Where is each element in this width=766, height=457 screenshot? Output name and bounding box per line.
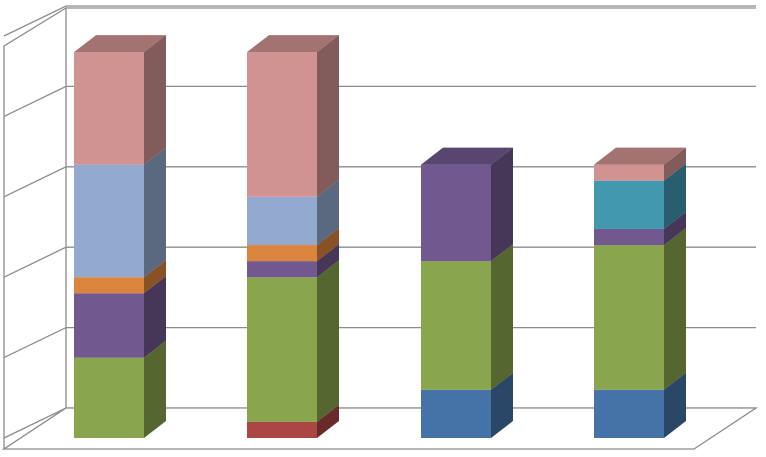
bar-segment-1-series-6 [74,165,144,278]
bar-segment-4-series-8 [594,165,664,181]
bar-side-3-series-4 [491,148,513,261]
bar-side-1-series-3 [144,341,166,438]
bar-segment-3-series-3 [421,261,491,390]
bar-segment-4-series-7 [594,181,664,229]
bar-segment-2-series-8 [247,52,317,197]
bar-segment-2-series-2 [247,422,317,438]
gridline [4,6,756,36]
bar-segment-1-series-5 [74,277,144,293]
bar-segment-2-series-4 [247,261,317,277]
bar-side-2-series-8 [317,35,339,197]
bar-segment-4-series-4 [594,229,664,245]
bar-side-3-series-3 [491,244,513,390]
side-wall [4,8,66,449]
bar-segment-2-series-3 [247,277,317,422]
bar-side-4-series-3 [664,228,686,390]
bar-segment-3-series-4 [421,165,491,261]
bar-side-2-series-3 [317,260,339,422]
bar-segment-2-series-6 [247,197,317,245]
bar-segment-4-series-3 [594,245,664,390]
bar-segment-4-series-1 [594,390,664,438]
bar-segment-1-series-3 [74,358,144,438]
bar-segment-2-series-5 [247,245,317,261]
bar-side-1-series-8 [144,35,166,165]
bar-segment-3-series-1 [421,390,491,438]
bar-segment-1-series-8 [74,52,144,165]
bar-segment-1-series-4 [74,293,144,357]
bar-side-1-series-6 [144,148,166,278]
